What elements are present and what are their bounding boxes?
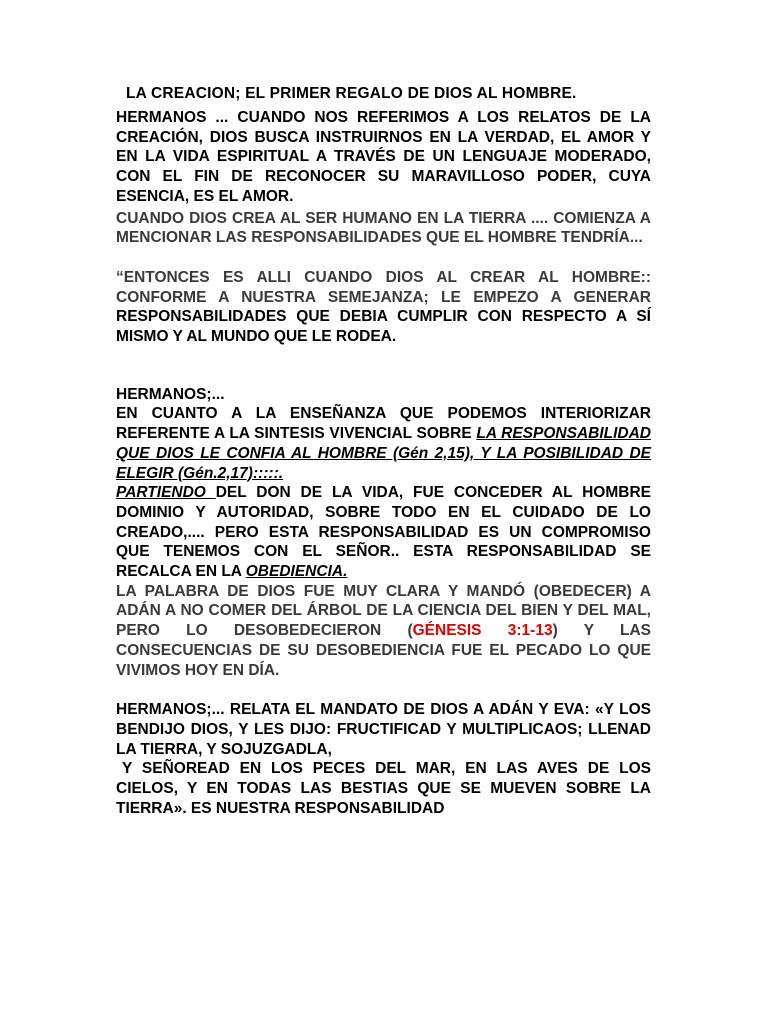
text-segment: HERMANOS;... RELATA EL MANDATO DE DIOS A ADÁN Y EVA: «Y LOS BENDIJO DIOS, Y LES DIJO: FRUCTIFICAD Y MULTIPLICAOS; LLENAD LA TIERRA, Y SOJUZGADLA, (116, 701, 651, 758)
underlined-phrase: PARTIENDO (116, 484, 216, 502)
paragraph-mandate (116, 700, 651, 818)
document-title: LA CREACION; EL PRIMER REGALO DE DIOS AL HOMBRE. (126, 85, 577, 102)
paragraph-intro: HERMANOS ... CUANDO NOS REFERIMOS A LOS RELATOS DE LA CREACIÓN, DIOS BUSCA INSTRUIRNOS EN LA VERDAD, EL AMOR Y EN LA VIDA ESPIRITUAL A TRAVÉS DE UN LENGUAJE MODERADO, CON EL FIN DE RECONOCER SU MARAVILLOSO PODER, CUYA ESENCIA, ES EL AMOR. (116, 109, 651, 205)
text-segment: ) Y LAS CONSECUENCIAS DE SU DESOBEDIENCIA FUE EL PECADO LO QUE VIVIMOS HOY EN DÍA. (116, 622, 651, 679)
document-page (116, 85, 651, 819)
paragraph-obedience (116, 582, 651, 681)
text-segment: LA PALABRA DE DIOS FUE MUY CLARA Y MANDÓ (OBEDECER) A ADÁN A NO COMER DEL ÁRBOL DE LA CIENCIA DEL BIEN Y DEL MAL, PERO LO DESOBEDECIERON ( (116, 582, 651, 640)
underlined-phrase: LA RESPONSABILIDAD QUE DIOS LE CONFIA AL HOMBRE (Gén 2,15), Y LA POSIBILIDAD DE ELEGIR (Gén.2,17):::::. (116, 425, 651, 482)
underlined-phrase: OBEDIENCIA. (245, 563, 348, 581)
text-segment: DEL DON DE LA VIDA, FUE CONCEDER AL HOMBRE DOMINIO Y AUTORIDAD, SOBRE TODO EN EL CUIDADO DE LO CREADO,.... PERO ESTA RESPONSABILIDAD ES UN COMPROMISO QUE TENEMOS CON EL SEÑOR.. ESTA RESPONSABILIDAD SE RECALCA EN LA (116, 484, 651, 581)
paragraph-greeting: HERMANOS;... (116, 385, 225, 403)
text-segment: Y SEÑOREAD EN LOS PECES DEL MAR, EN LAS AVES DE LOS CIELOS, Y EN TODAS LAS BESTIAS QUE SE MUEVEN SOBRE LA TIERRA». ES NUESTRA RESPONSABILIDAD (116, 760, 651, 817)
text-segment: RESPONSABILIDADES QUE DEBIA CUMPLIR CON RESPECTO A SÍ MISMO Y AL MUNDO QUE LE RODEA. (116, 308, 651, 346)
text-segment: EN CUANTO A LA ENSEÑANZA QUE PODEMOS INTERIORIZAR REFERENTE A LA SINTESIS VIVENCIAL SOBRE (116, 405, 651, 443)
paragraph-teaching (116, 404, 651, 483)
paragraph-creation: CUANDO DIOS CREA AL SER HUMANO EN LA TIERRA .... COMIENZA A MENCIONAR LAS RESPONSABILIDADES QUE EL HOMBRE TENDRÍA... (116, 209, 651, 247)
paragraph-gift-of-life (116, 483, 651, 582)
text-segment: “ENTONCES ES ALLI CUANDO DIOS AL CREAR AL HOMBRE:: CONFORME A NUESTRA SEMEJANZA; LE EMPEZO A GENERAR (116, 268, 651, 306)
scripture-reference: GÉNESIS 3:1-13 (412, 622, 553, 640)
paragraph-responsibilities (116, 268, 651, 347)
